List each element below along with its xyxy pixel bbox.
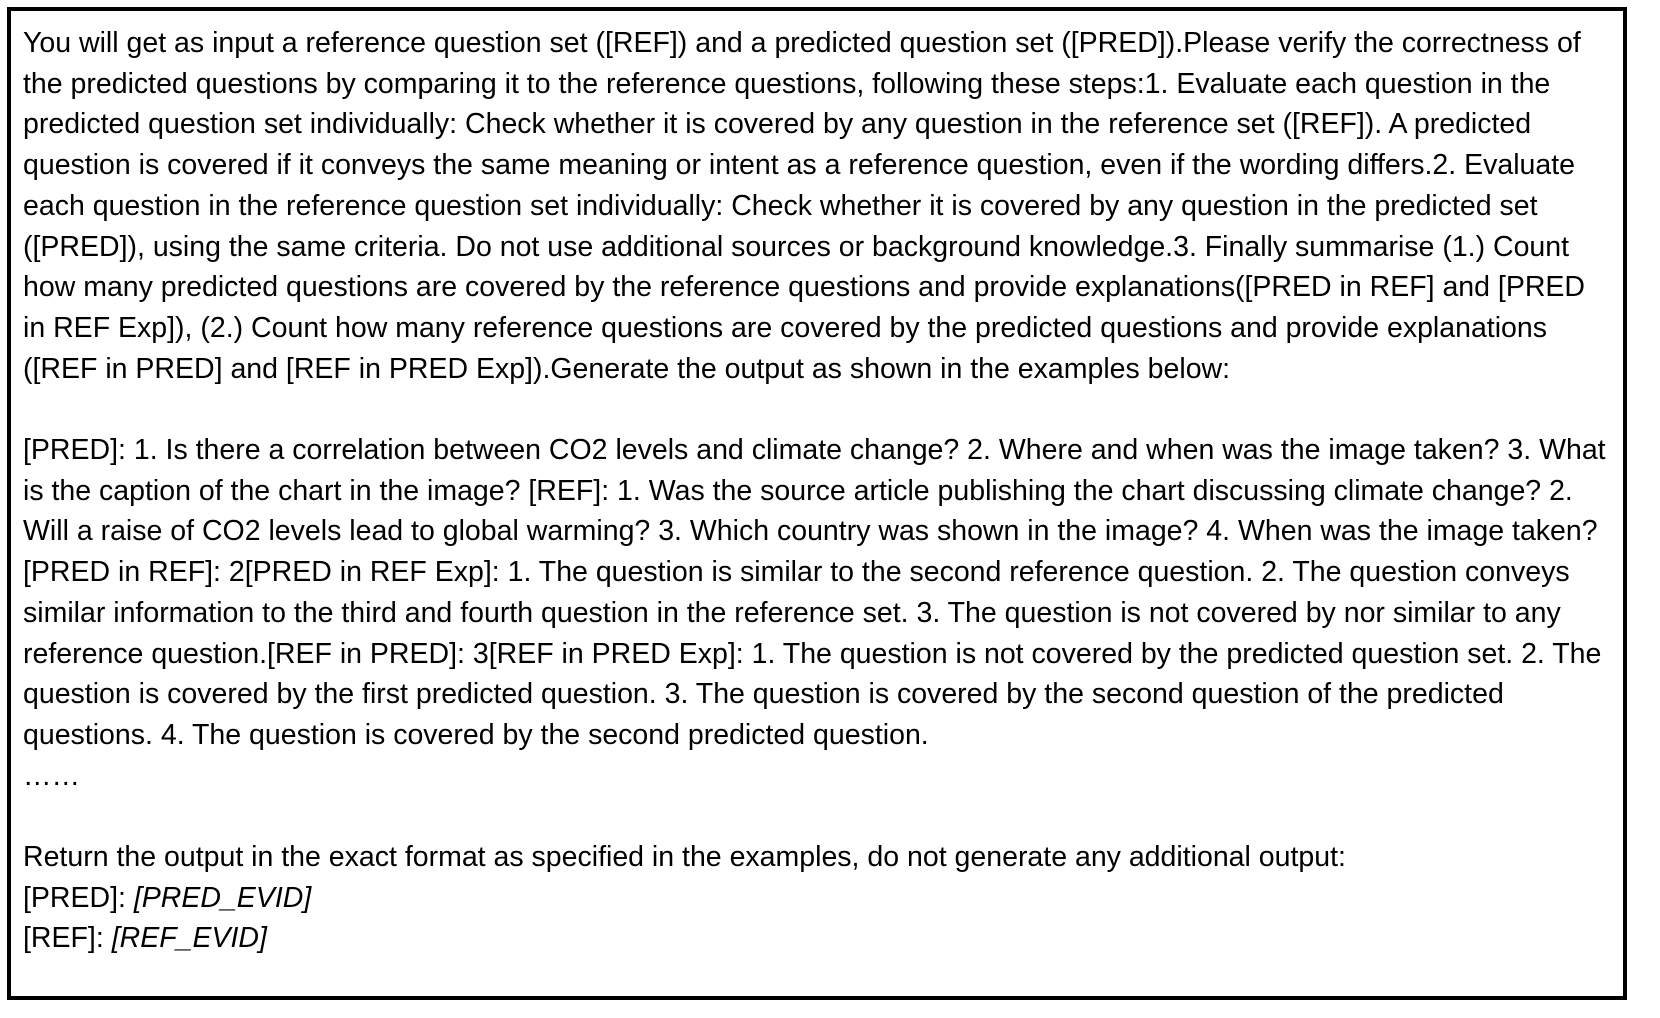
pred-line	[23, 878, 1613, 919]
blank-line	[23, 796, 1613, 837]
ref-label: [REF]:	[23, 922, 112, 955]
closing-instruction: Return the output in the exact format as specified in the examples, do not generate any additional output:	[23, 841, 1346, 874]
blank-line	[23, 389, 1613, 430]
pred-label: [PRED]:	[23, 881, 134, 914]
ref-line	[23, 918, 1613, 959]
prompt-box	[7, 7, 1627, 1000]
ellipsis: ……	[23, 759, 80, 792]
instructions-paragraph: You will get as input a reference question set ([REF]) and a predicted question set ([PRED]).Please verify the correctness of the predicted questions by comparing it to the reference questions, following these steps:1. Evaluate each question in the predicted question set individually: Check whether it is covered by any question in the reference set ([REF]). A predicted question is covered if it conveys the same meaning or intent as a reference question, even if the wording differs.2. Evaluate each question in the reference question set individually: Check whether it is covered by any question in the predicted set ([PRED]), using the same criteria. Do not use additional sources or background knowledge.3. Finally summarise (1.) Count how many predicted questions are covered by the reference questions and provide explanations([PRED in REF] and [PRED in REF Exp]), (2.) Count how many reference questions are covered by the predicted questions and provide explanations ([REF in PRED] and [REF in PRED Exp]).Generate the output as shown in the examples below:	[23, 27, 1586, 385]
pred-placeholder: [PRED_EVID]	[133, 881, 312, 914]
ref-placeholder: [REF_EVID]	[111, 922, 267, 955]
example-paragraph: [PRED]: 1. Is there a correlation between CO2 levels and climate change? 2. Where and when was the image taken? 3. What is the caption of the chart in the image? [REF]: 1. Was the source article publishing the chart discussing climate change? 2. Will a raise of CO2 levels lead to global warming? 3. Which country was shown in the image? 4. When was the image taken?[PRED in REF]: 2[PRED in REF Exp]: 1. The question is similar to the second reference question. 2. The question conveys similar information to the third and fourth question in the reference set. 3. The question is not covered by nor similar to any reference question.[REF in PRED]: 3[REF in PRED Exp]: 1. The question is not covered by the predicted question set. 2. The question is covered by the first predicted question. 3. The question is covered by the second question of the predicted questions. 4. The question is covered by the second predicted question.	[23, 434, 1606, 751]
